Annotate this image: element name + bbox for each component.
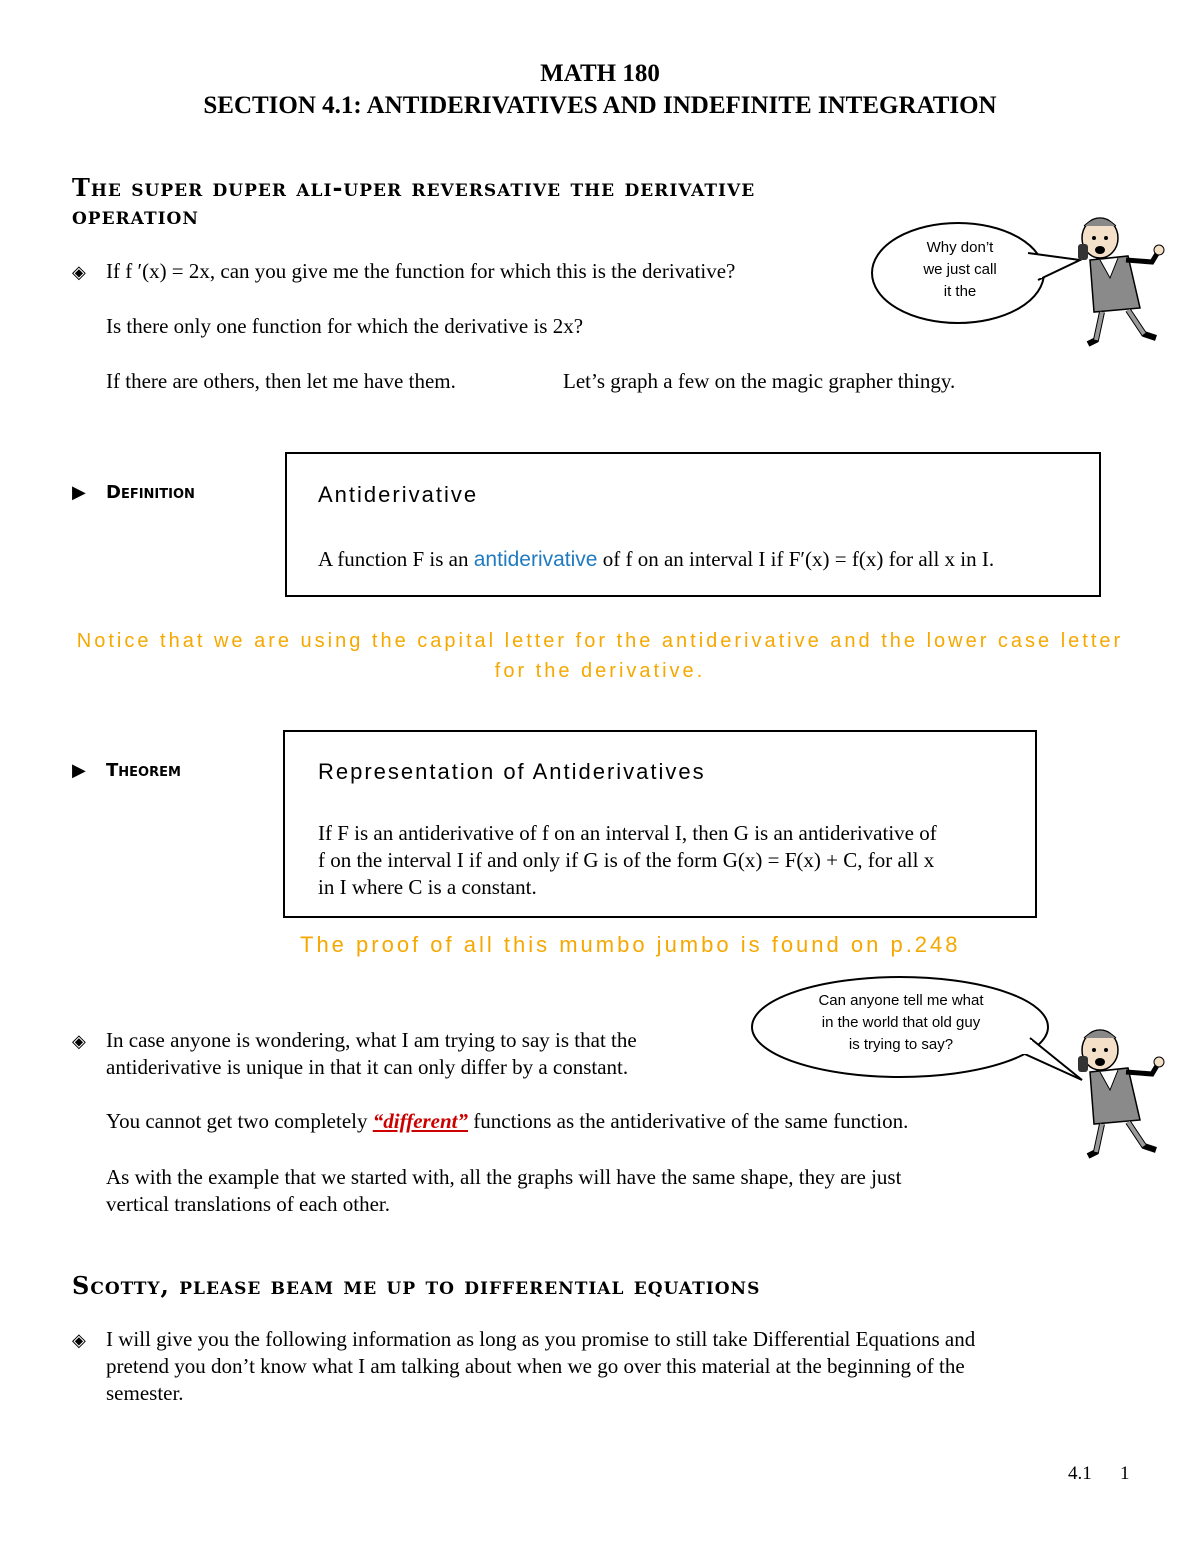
old-man-phone-icon — [1070, 208, 1170, 348]
question-1: If f ′(x) = 2x, can you give me the function for which this is the derivative? — [106, 259, 736, 283]
notice-note — [40, 626, 1160, 686]
diamond-bullet-icon: ◈ — [72, 1330, 86, 1351]
p2-pre: You cannot get two completely — [106, 1109, 373, 1133]
p2-post: functions as the antiderivative of the same function. — [468, 1109, 909, 1133]
footer-section-number: 4.1 — [1068, 1463, 1092, 1484]
theorem-line1: If F is an antiderivative of f on an interval I, then G is an antiderivative of — [318, 821, 937, 845]
question-2: Is there only one function for which the derivative is 2x? — [106, 314, 584, 338]
section3-heading: Scotty, please beam me up to differential equations — [72, 1271, 761, 1300]
paragraph-unique — [106, 1027, 637, 1081]
theorem-line2: f on the interval I if and only if G is of the form G(x) = F(x) + C, for all x — [318, 848, 935, 872]
p3-line2: vertical translations of each other. — [106, 1192, 390, 1216]
notice-line2: for the derivative. — [494, 660, 706, 682]
p4-line1: I will give you the following information as long as you promise to still take Differential Equations and — [106, 1327, 976, 1351]
course-title: MATH 180 — [540, 60, 660, 87]
definition-text — [318, 546, 994, 573]
diamond-bullet-icon: ◈ — [72, 1031, 86, 1052]
p1-line1: In case anyone is wondering, what I am trying to say is that the — [106, 1028, 637, 1052]
paragraph-translations — [106, 1164, 901, 1218]
theorem-line3: in I where C is a constant. — [318, 875, 537, 899]
p3-line1: As with the example that we started with, all the graphs will have the same shape, they are just — [106, 1165, 902, 1189]
theorem-title: Representation of Antiderivatives — [318, 759, 706, 784]
footer-page-number: 1 — [1120, 1463, 1130, 1484]
right-triangle-icon: ▶ — [72, 760, 86, 780]
diamond-bullet-icon: ◈ — [72, 262, 86, 283]
question-3b: Let’s graph a few on the magic grapher thingy. — [563, 369, 956, 393]
theorem-label: Theorem — [106, 760, 181, 781]
bubble2-line1: Can anyone tell me what — [818, 992, 984, 1009]
p4-line3: semester. — [106, 1381, 184, 1405]
bubble1-line1: Why don’t — [926, 239, 994, 256]
section-title: SECTION 4.1: ANTIDERIVATIVES AND INDEFINITE INTEGRATION — [203, 92, 997, 119]
bubble2-line2: in the world that old guy — [821, 1014, 981, 1031]
notice-line1: Notice that we are using the capital letter for the antiderivative and the lower case letter — [76, 630, 1124, 652]
p1-line2: antiderivative is unique in that it can only differ by a constant. — [106, 1055, 629, 1079]
definition-label: Definition — [106, 482, 195, 503]
definition-term: antiderivative — [473, 548, 598, 571]
bubble1-line3: it the — [943, 283, 977, 300]
right-triangle-icon: ▶ — [72, 482, 86, 502]
definition-text-pre: A function F is an — [318, 547, 474, 571]
speech-bubble-1-text — [892, 237, 1028, 303]
theorem-text — [318, 820, 937, 901]
old-man-phone-icon — [1070, 1020, 1170, 1160]
definition-title: Antiderivative — [318, 482, 479, 507]
section1-heading-line2: operation — [72, 201, 199, 230]
p2-emphasis: “different” — [372, 1109, 469, 1133]
definition-box — [285, 452, 1101, 597]
definition-text-post: of f on an interval I if F′(x) = f(x) for all x in I. — [597, 547, 995, 571]
proof-note: The proof of all this mumbo jumbo is found on p.248 — [300, 932, 961, 957]
section1-heading-line1: The super duper ali-uper reversative the derivative — [72, 173, 756, 202]
theorem-box — [283, 730, 1037, 918]
bubble1-line2: we just call — [923, 261, 997, 278]
p4-line2: pretend you don’t know what I am talking about when we go over this material at the beginning of the — [106, 1354, 965, 1378]
question-3a: If there are others, then let me have them. — [106, 369, 456, 393]
paragraph-different — [106, 1108, 908, 1135]
paragraph-diffeq — [106, 1326, 975, 1407]
bubble2-line3: is trying to say? — [848, 1036, 954, 1053]
speech-bubble-2-text — [790, 990, 1012, 1056]
